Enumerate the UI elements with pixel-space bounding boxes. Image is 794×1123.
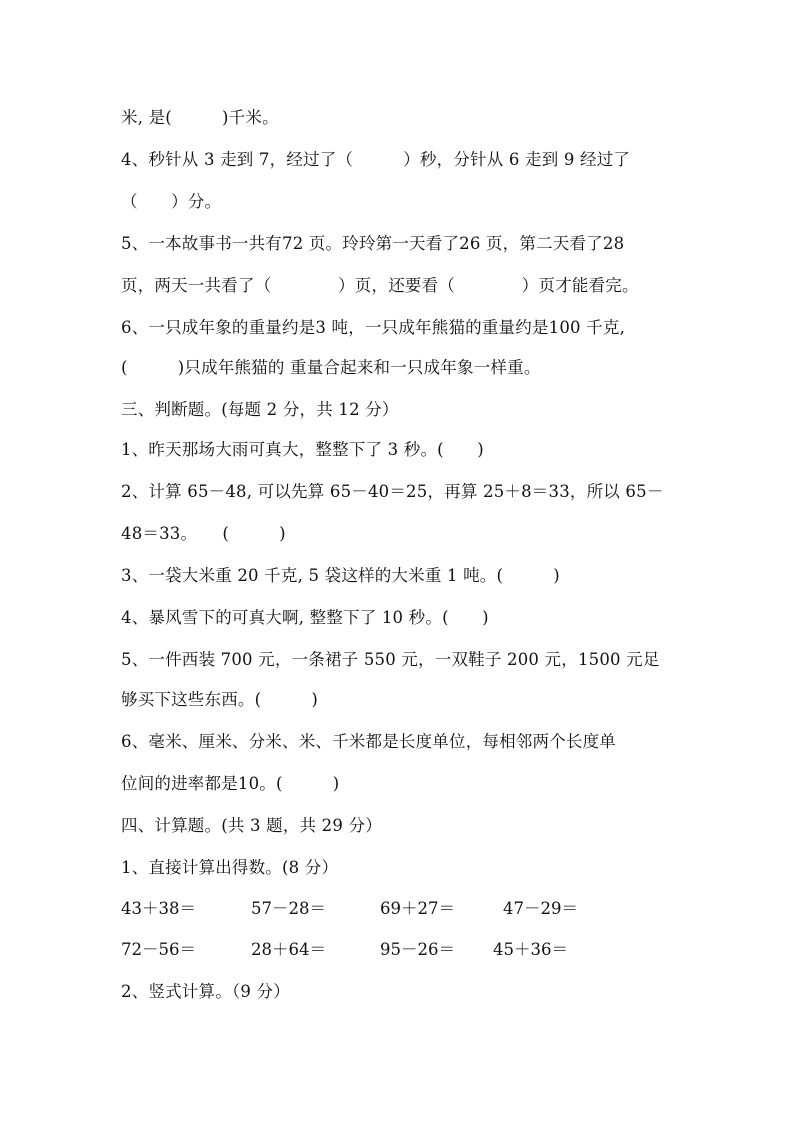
judge-question-2-line-1: 2、计算 65－48, 可以先算 65－40＝25，再算 25＋8＝33，所以 65－ (121, 482, 664, 501)
calc-item: 95－26＝ (380, 940, 455, 959)
fill-blank-5-line-1: 5、一本故事书一共有72 页。玲玲第一天看了26 页，第二天看了28 (121, 234, 625, 253)
judge-question-6-line-1: 6、毫米、厘米、分米、米、千米都是长度单位，每相邻两个长度单 (121, 732, 616, 751)
fill-blank-6-line-2: ( )只成年熊猫的 重量合起来和一只成年象一样重。 (121, 358, 541, 377)
fill-blank-3-continued: 米, 是( )千米。 (121, 108, 279, 127)
judge-question-4: 4、暴风雪下的可真大啊, 整整下了 10 秒。( ) (121, 608, 489, 627)
calc-question-2-heading: 2、竖式计算。（9 分） (121, 982, 290, 1001)
judge-question-5-line-2: 够买下这些东西。( ) (121, 690, 318, 709)
calc-item: 69＋27＝ (380, 899, 455, 918)
calc-item: 57－28＝ (251, 899, 326, 918)
fill-blank-4-line-1: 4、秒针从 3 走到 7，经过了（ ）秒，分针从 6 走到 9 经过了 (121, 150, 631, 169)
calc-row (121, 939, 681, 961)
calc-row (121, 898, 681, 920)
calc-item: 43＋38＝ (121, 899, 196, 918)
calc-question-1-heading: 1、直接计算出得数。(8 分） (121, 858, 339, 877)
calc-item: 28＋64＝ (251, 940, 326, 959)
section-heading-judgement: 三、判断题。(每题 2 分，共 12 分） (121, 400, 399, 419)
judge-question-1: 1、昨天那场大雨可真大，整整下了 3 秒。( ) (121, 440, 484, 459)
calc-item: 72－56＝ (121, 940, 196, 959)
judge-question-6-line-2: 位间的进率都是10。( ) (121, 774, 340, 793)
judge-question-3: 3、一袋大米重 20 千克, 5 袋这样的大米重 1 吨。( ) (121, 566, 560, 585)
fill-blank-5-line-2: 页，两天一共看了（ ）页，还要看（ ）页才能看完。 (121, 276, 639, 295)
fill-blank-4-line-2: （ ）分。 (121, 192, 222, 211)
calc-item: 47－29＝ (503, 899, 578, 918)
judge-question-5-line-1: 5、一件西装 700 元，一条裙子 550 元，一双鞋子 200 元，1500 元足 (121, 650, 660, 669)
judge-question-2-line-2: 48＝33。 ( ) (121, 524, 286, 543)
fill-blank-6-line-1: 6、一只成年象的重量约是3 吨，一只成年熊猫的重量约是100 千克, (121, 318, 626, 337)
calc-item: 45＋36＝ (493, 940, 568, 959)
section-heading-calculation: 四、计算题。(共 3 题，共 29 分） (121, 816, 382, 835)
